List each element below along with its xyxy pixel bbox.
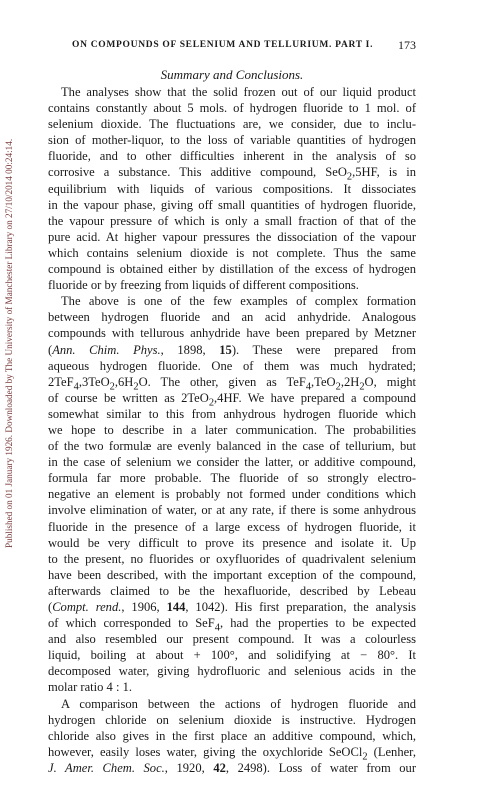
text-line: which contains selenium dioxide is not complete. Thus the same bbox=[48, 245, 416, 260]
text-line: between hydrogen fluoride and an acid anhydride. Analogous bbox=[48, 310, 416, 325]
text-line: of which corresponded to SeF$_4$, had the properties to be expected bbox=[48, 616, 416, 634]
text-line: would be very difficult to prove its presence and isolate it. Up bbox=[48, 535, 416, 550]
text-line: chloride also gives in the first place an additive compound, which, bbox=[48, 728, 416, 743]
running-header bbox=[72, 38, 416, 54]
download-watermark-text: Published on 01 January 1926. Downloaded by The University of Manchester Library on 27/10/2014 00:24:14. bbox=[4, 138, 14, 548]
text-line: pure acid. At higher vapour pressures the dissociation of the vapour bbox=[48, 229, 416, 244]
text-line: fluoride in the presence of a large excess of hydrogen fluoride, it bbox=[48, 519, 416, 534]
text-line: sion of mother-liquor, to the loss of variable quantities of hydrogen bbox=[48, 133, 416, 148]
text-line: however, easily loses water, giving the oxychloride SeOCl$_2$ (Lenher, bbox=[48, 744, 416, 763]
text-line: of the two formulæ are evenly balanced in the case of tellurium, but bbox=[48, 439, 416, 454]
text-line: afterwards claimed to be the hexafluoride, described by Lebeau bbox=[48, 583, 416, 598]
text-line: negative an element is probably not formed under conditions which bbox=[48, 487, 416, 502]
text-line: hydrogen chloride on selenium dioxide is instructive. Hydrogen bbox=[48, 712, 416, 727]
text-line: compound is obtained either by distillation of the excess of hydrogen bbox=[48, 262, 416, 277]
text-line: fluoride or by freezing from liquids of different compositions. bbox=[48, 278, 359, 293]
text-line: decomposed water, giving hydrofluoric and selenious acids in the bbox=[48, 664, 416, 679]
page-number: 173 bbox=[398, 38, 416, 52]
text-line: contains constantly about 5 mols. of hydrogen fluoride to 1 mol. of bbox=[48, 101, 416, 116]
text-line: to the present, no fluorides or oxyfluorides of quadrivalent selenium bbox=[48, 551, 416, 566]
text-line: (Ann. Chim. Phys., 1898, 15). These were prepared from bbox=[48, 342, 417, 357]
text-line: equilibrium with liquids of various compositions. It dissociates bbox=[48, 181, 416, 196]
text-line: $2TeF_4,3TeO_2,6H_2O$. The other, given as $TeF_4,TeO_2,2H_2O$, might bbox=[48, 374, 416, 393]
section-heading: Summary and Conclusions. bbox=[160, 67, 304, 82]
text-line: compounds with tellurous anhydride have been prepared by Metzner bbox=[48, 326, 416, 341]
text-line: selenium dioxide. The fluctuations are, we consider, due to inclu- bbox=[48, 117, 416, 132]
text-line: corrosive a substance. This additive compound, SeO$_2$,5HF, is in bbox=[48, 165, 417, 183]
text-line: we hope to describe in a later communication. The probabilities bbox=[48, 422, 416, 437]
text-line: The above is one of the few examples of complex formation bbox=[61, 294, 416, 309]
body-text bbox=[48, 84, 416, 776]
text-line: The analyses show that the solid frozen out of our liquid product bbox=[61, 85, 416, 99]
text-line: and also resembled our present compound. It was a colourless bbox=[48, 632, 416, 647]
text-line: liquid, boiling at about + 100°, and solidifying at − 80°. It bbox=[48, 648, 416, 663]
download-watermark bbox=[2, 40, 16, 550]
text-line: fluoride, and to other difficulties inherent in the analysis of so bbox=[48, 149, 416, 164]
running-title: ON COMPOUNDS OF SELENIUM AND TELLURIUM. PART I. bbox=[72, 40, 374, 50]
text-line: aqueous hydrogen fluoride. One of them was much hydrated; bbox=[48, 358, 416, 373]
text-line: molar ratio 4 : 1. bbox=[48, 680, 132, 695]
text-line: J. Amer. Chem. Soc., 1920, 42, 2498). Loss of water from our bbox=[48, 760, 417, 775]
text-line: A comparison between the actions of hydrogen fluoride and bbox=[61, 696, 416, 711]
text-line: formula far more probable. The fluoride of so strongly electro- bbox=[48, 471, 416, 486]
text-line: (Compt. rend., 1906, 144, 1042). His first preparation, the analysis bbox=[48, 600, 417, 614]
text-line: involve elimination of water, or at any rate, if there is some anhydrous bbox=[48, 503, 416, 518]
text-line: of course be written as 2TeO$_2$,4HF. We have prepared a compound bbox=[48, 390, 416, 409]
text-line: somewhat similar to this from anhydrous hydrogen fluoride which bbox=[48, 406, 416, 421]
text-line: in the case of selenium we consider the latter, or additive compound, bbox=[48, 455, 416, 470]
text-line: have been described, with the important exception of the compound, bbox=[48, 567, 416, 582]
text-line: the vapour pressure of which is only a small fraction of that of the bbox=[48, 213, 416, 228]
text-line: in the vapour phase, giving off small quantities of hydrogen fluoride, bbox=[48, 197, 416, 212]
